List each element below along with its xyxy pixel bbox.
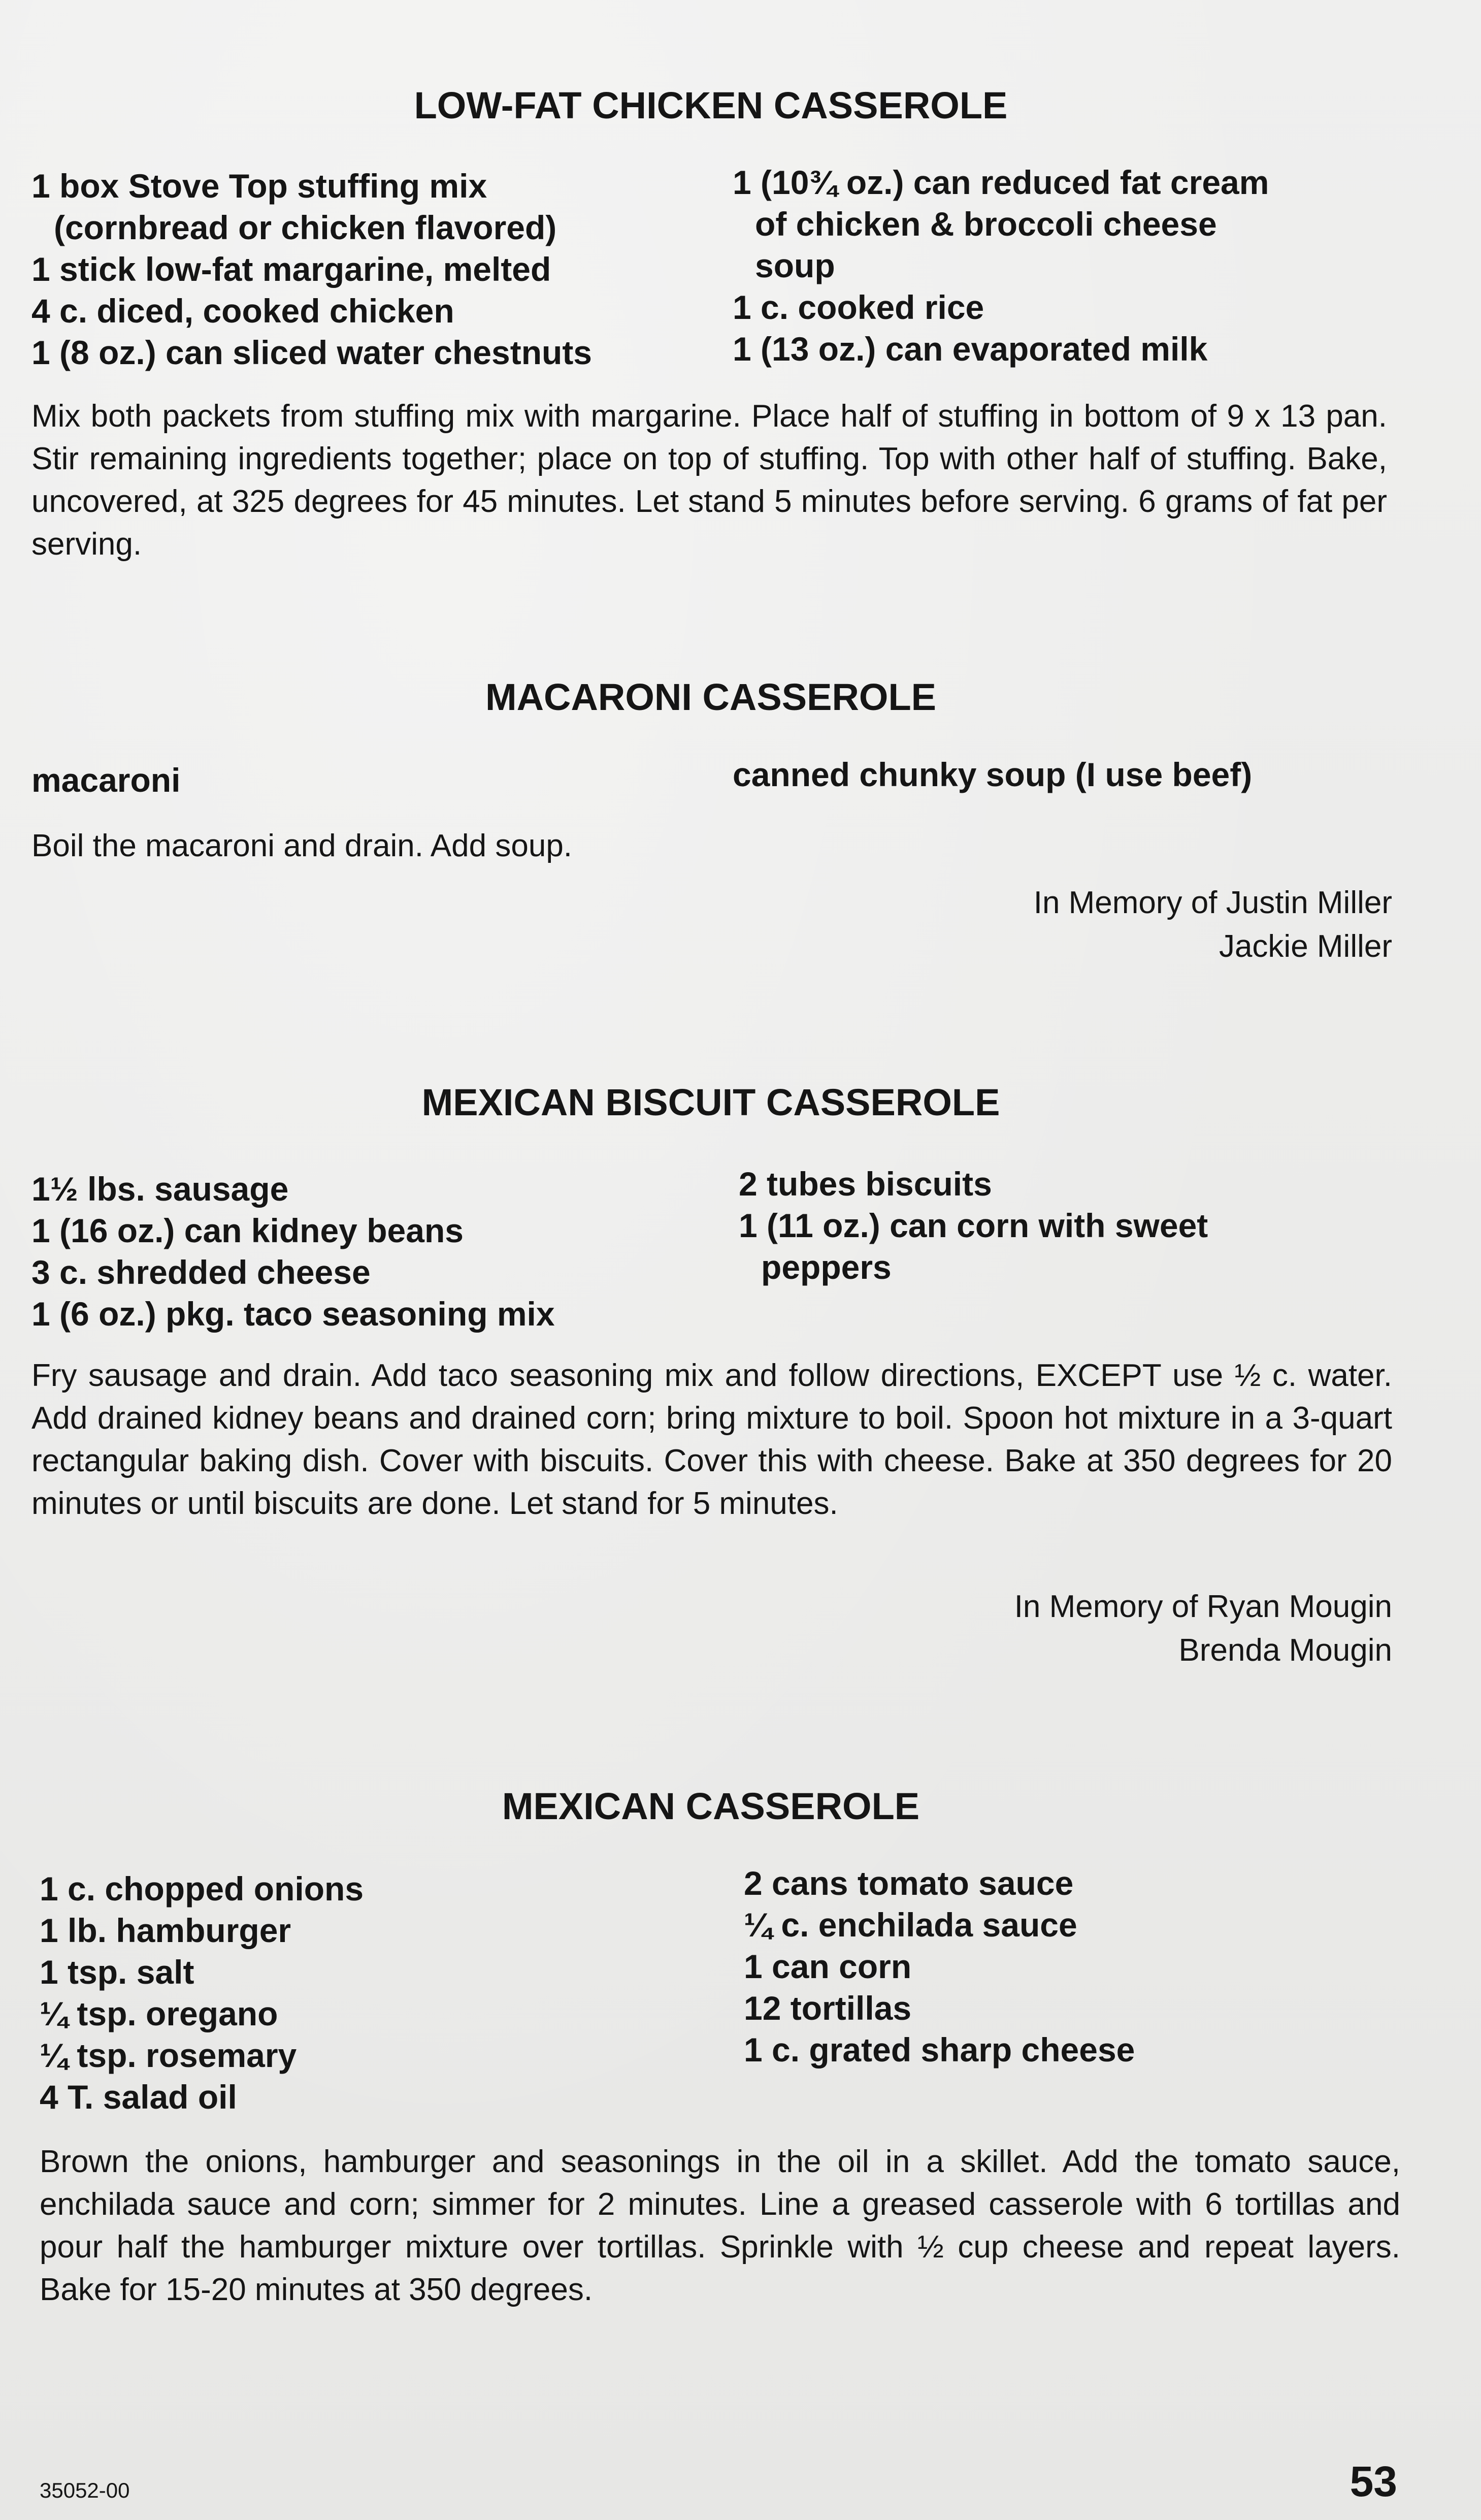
recipe-title: LOW-FAT CHICKEN CASSEROLE <box>414 84 1008 126</box>
ingredient-list-left <box>31 1168 707 1335</box>
ingredient: ¼ c. enchilada sauce <box>744 1906 1077 1944</box>
ingredient: 1 (11 oz.) can corn with sweet <box>739 1207 1208 1244</box>
ingredient: 4 T. salad oil <box>40 2078 237 2116</box>
ingredient: 1 c. grated sharp cheese <box>744 2031 1135 2069</box>
page-number: 53 <box>1350 2458 1397 2505</box>
ingredient: 1 lb. hamburger <box>40 1912 291 1949</box>
ingredient: canned chunky soup (I use beef) <box>733 756 1253 793</box>
ingredient: 2 cans tomato sauce <box>744 1864 1074 1902</box>
ingredient: 1 (6 oz.) pkg. taco seasoning mix <box>31 1295 555 1333</box>
ingredient: of chicken & broccoli cheese <box>755 205 1217 243</box>
memory-line: In Memory of Ryan Mougin <box>1014 1589 1392 1624</box>
ingredient: 1 (10¾ oz.) can reduced fat cream <box>733 164 1269 201</box>
memorial-credit <box>1034 881 1392 968</box>
ingredient: 1 can corn <box>744 1948 912 1985</box>
ingredient-list-left <box>40 1868 715 2118</box>
ingredient: 1 box Stove Top stuffing mix <box>31 167 487 205</box>
contributor-name: Brenda Mougin <box>1178 1633 1392 1668</box>
contributor-name: Jackie Miller <box>1219 929 1392 964</box>
recipe-title: MEXICAN BISCUIT CASSEROLE <box>421 1081 1000 1123</box>
memorial-credit <box>1014 1585 1392 1672</box>
ingredient: peppers <box>761 1248 892 1286</box>
ingredient: 1 c. chopped onions <box>40 1870 364 1908</box>
recipe-directions: Mix both packets from stuffing mix with margarine. Place half of stuffing in bottom of 9 x 13 pan. Stir remaining ingredients together; place on top of stuffing. Top with other half of stuffing. Bake, uncovered, at 325 degrees for 45 minutes. Let stand 5 minutes before serving. 6 grams of fat per serving. <box>31 399 1387 562</box>
ingredient: (cornbread or chicken flavored) <box>54 209 557 246</box>
ingredient: 1 (8 oz.) can sliced water chestnuts <box>31 334 593 371</box>
recipe-title: MACARONI CASSEROLE <box>485 676 937 718</box>
recipe-directions: Brown the onions, hamburger and seasonings in the oil in a skillet. Add the tomato sauce, enchilada sauce and corn; simmer for 2 minutes. Line a greased casserole with 6 tortillas and pour half the hamburger mixture over tortillas. Sprinkle with ½ cup cheese and repeat layers. Bake for 15-20 minutes at 350 degrees. <box>40 2144 1400 2307</box>
ingredient: 1 c. cooked rice <box>733 288 984 326</box>
ingredient: ¼ tsp. rosemary <box>40 2037 297 2074</box>
ingredient: 1 (13 oz.) can evaporated milk <box>733 330 1208 368</box>
ingredient: 3 c. shredded cheese <box>31 1253 371 1291</box>
ingredient: soup <box>755 247 835 284</box>
recipe-title: MEXICAN CASSEROLE <box>502 1785 920 1827</box>
memory-line: In Memory of Justin Miller <box>1033 885 1392 920</box>
ingredient-list-right <box>739 1163 1414 1288</box>
recipe-directions: Fry sausage and drain. Add taco seasoning mix and follow directions, EXCEPT use ½ c. water. Add drained kidney beans and drained corn; bring mixture to boil. Spoon hot mixture in a 3-quart rectangular baking dish. Cover with biscuits. Cover this with cheese. Bake at 350 degrees for 20 minutes or until biscuits are done. Let stand for 5 minutes. <box>31 1358 1392 1521</box>
ingredient: macaroni <box>31 761 181 799</box>
ingredient: 4 c. diced, cooked chicken <box>31 292 454 330</box>
ingredient: 2 tubes biscuits <box>739 1165 992 1203</box>
print-code: 35052-00 <box>40 2478 130 2502</box>
ingredient: 1 (16 oz.) can kidney beans <box>31 1212 464 1249</box>
ingredient: 1 tsp. salt <box>40 1953 194 1991</box>
ingredient: ¼ tsp. oregano <box>40 1995 278 2032</box>
ingredient-list-left <box>31 759 707 801</box>
ingredient-list-right <box>744 1862 1419 2071</box>
ingredient: 1½ lbs. sausage <box>31 1170 289 1208</box>
ingredient: 1 stick low-fat margarine, melted <box>31 250 551 288</box>
ingredient-list-left <box>31 165 707 373</box>
recipe-directions: Boil the macaroni and drain. Add soup. <box>31 828 573 863</box>
ingredient: 12 tortillas <box>744 1989 912 2027</box>
ingredient-list-right <box>733 161 1408 370</box>
ingredient-list-right <box>733 754 1408 795</box>
